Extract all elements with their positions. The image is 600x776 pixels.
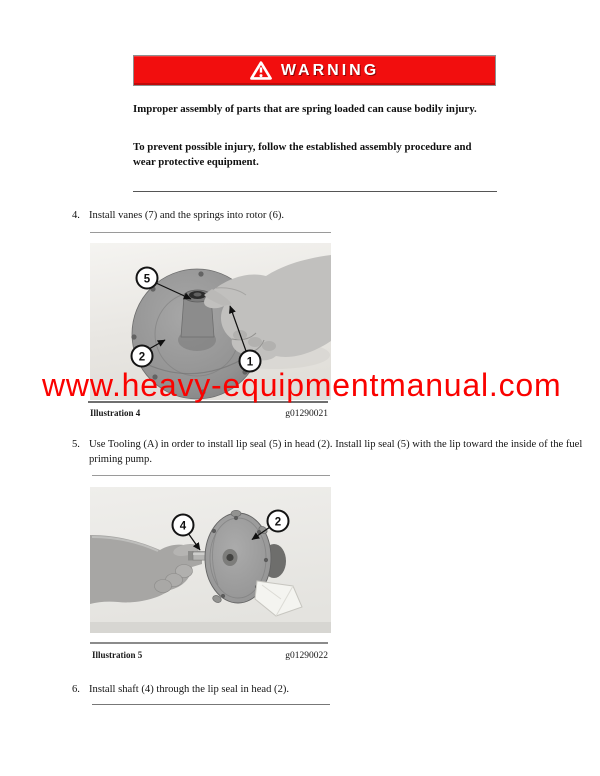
warning-divider [133, 191, 497, 192]
warning-triangle-icon [250, 61, 272, 80]
step-5-text: Use Tooling (A) in order to install lip seal (5) in head (2). Install lip seal (5) with the lip toward the inside of the fuel priming pump. [89, 439, 583, 466]
step-4-text: Install vanes (7) and the springs into rotor (6). [89, 210, 285, 221]
step-6-text: Install shaft (4) through the lip seal in head (2). [89, 684, 290, 695]
figure-5-code: g01290022 [285, 651, 328, 661]
next-figure-top-rule [92, 704, 330, 705]
figure-5-bottom-rule [90, 642, 328, 644]
step-5 [72, 437, 586, 468]
figure-4-code: g01290021 [285, 409, 328, 419]
figure-4-caption-row [90, 408, 328, 419]
callout-4-label: 4 [179, 520, 187, 533]
figure-5-caption-row [92, 650, 328, 661]
warning-paragraph-2: To prevent possible injury, follow the established assembly procedure and wear protective equipment. [133, 141, 472, 169]
figure-4-caption: Illustration 4 [90, 408, 141, 418]
watermark-url-text: www.heavy-equipmentmanual.com [42, 367, 562, 403]
step-5-number: 5. [72, 439, 80, 450]
step-4 [72, 208, 587, 223]
step-4-number: 4. [72, 210, 80, 221]
warning-paragraph-1: Improper assembly of parts that are spring loaded can cause bodily injury. [133, 103, 477, 115]
step-6-number: 6. [72, 684, 80, 695]
callout-5-label: 5 [143, 273, 151, 286]
figure-4-top-rule [90, 232, 331, 233]
warning-banner [133, 55, 496, 86]
step-6 [72, 682, 587, 697]
callout-1-label: 1 [246, 356, 254, 369]
figure-5-top-rule [92, 475, 330, 476]
shaft-install-illustration [90, 487, 331, 633]
callout-2-label: 2 [274, 516, 282, 529]
callout-2-label: 2 [138, 351, 146, 364]
warning-title: WARNING [280, 61, 380, 79]
figure-5-caption: Illustration 5 [92, 650, 143, 660]
figure-5-photo [90, 487, 331, 633]
